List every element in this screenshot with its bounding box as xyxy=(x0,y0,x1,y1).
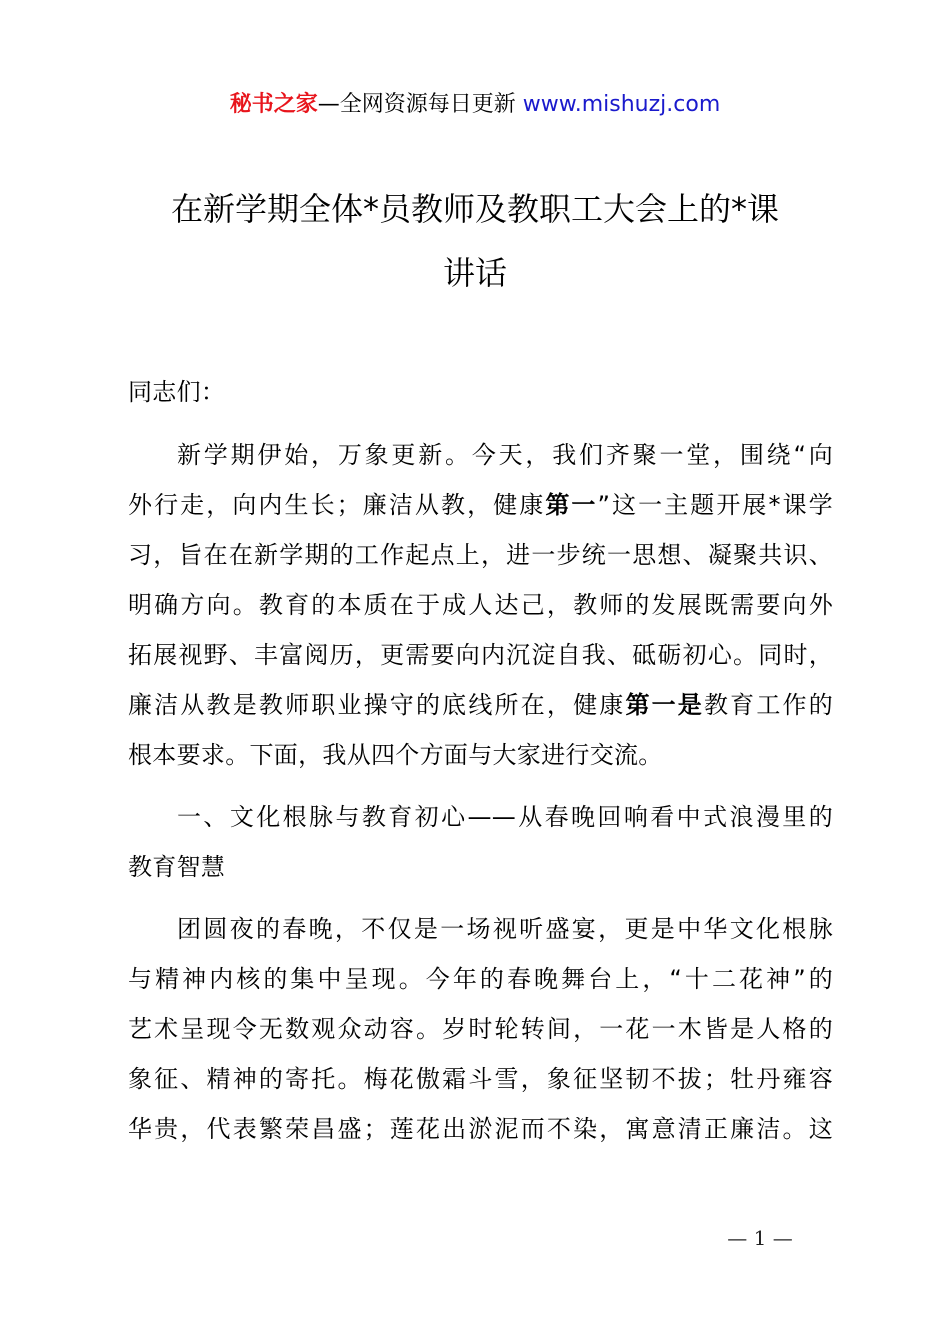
paragraph-1-line: 拓展视野、丰富阅历，更需要向内沉淀自我、砥砺初心。同时， xyxy=(128,641,833,669)
bold-text: 第一 xyxy=(545,491,598,519)
section-heading-line: 一、文化根脉与教育初心——从春晚回响看中式浪漫里的 xyxy=(177,803,833,831)
paragraph-1-line: 根本要求。下面，我从四个方面与大家进行交流。 xyxy=(128,741,663,769)
paragraph-1-line: 明确方向。教育的本质在于成人达己，教师的发展既需要向外 xyxy=(128,591,833,619)
paragraph-1-line: 习，旨在在新学期的工作起点上，进一步统一思想、凝聚共识、 xyxy=(128,541,833,569)
site-header xyxy=(0,88,950,122)
text-run: ”这一主题开展*课学 xyxy=(597,491,833,519)
paragraph-2-line: 象征、精神的寄托。梅花傲霜斗雪，象征坚韧不拔；牡丹雍容 xyxy=(128,1065,833,1093)
document-title-line-1: 在新学期全体*员教师及教职工大会上的*课 xyxy=(170,190,779,228)
paragraph-1-line xyxy=(128,488,833,522)
paragraph-2-line: 与精神内核的集中呈现。今年的春晚舞台上，“十二花神”的 xyxy=(128,965,833,993)
text-run: 外行走，向内生长；廉洁从教，健康 xyxy=(128,491,546,519)
page-number: — 1 — xyxy=(727,1226,793,1250)
paragraph-2-line: 华贵，代表繁荣昌盛；莲花出淤泥而不染，寓意清正廉洁。这 xyxy=(128,1115,833,1143)
text-run: 教育工作的 xyxy=(703,691,834,719)
brand-name: 秘书之家 xyxy=(229,92,318,117)
salutation: 同志们： xyxy=(128,378,226,406)
text-run: 廉洁从教是教师职业操守的底线所在，健康 xyxy=(128,691,626,719)
paragraph-1-line xyxy=(128,688,833,722)
site-url-link[interactable]: www.mishuzj.com xyxy=(522,92,721,117)
bold-text: 第一是 xyxy=(625,691,704,719)
document-title-line-2: 讲话 xyxy=(442,254,507,292)
paragraph-1-line: 新学期伊始，万象更新。今天，我们齐聚一堂，围绕“向 xyxy=(177,441,833,469)
paragraph-2-line: 团圆夜的春晚，不仅是一场视听盛宴，更是中华文化根脉 xyxy=(177,915,833,943)
header-tagline: —全网资源每日更新 xyxy=(317,92,516,117)
paragraph-2-line: 艺术呈现令无数观众动容。岁时轮转间，一花一木皆是人格的 xyxy=(128,1015,833,1043)
section-heading-line: 教育智慧 xyxy=(128,853,226,881)
